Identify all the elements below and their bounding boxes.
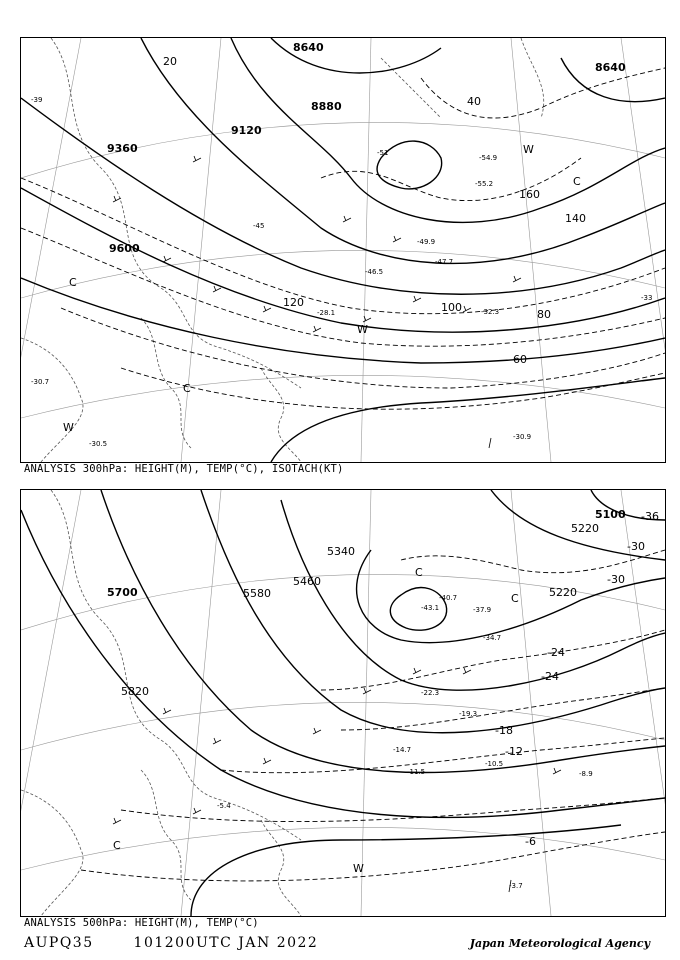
marker-500-c3: C <box>113 839 121 852</box>
temp-500-15: -11.5 <box>407 768 426 776</box>
wind-barbs-500 <box>113 668 561 892</box>
coastline-500 <box>21 490 301 916</box>
temp-300-11: -30.5 <box>89 440 108 448</box>
height-label-5340: 5340 <box>327 545 355 558</box>
bulletin-header <box>24 935 318 951</box>
chart-500hpa <box>21 490 665 916</box>
isotherm-lines-500 <box>81 550 665 881</box>
temp-500-10: -37.9 <box>473 606 492 614</box>
temp-300-5: -46.5 <box>365 268 384 276</box>
temp-500-8: -43.1 <box>421 604 440 612</box>
height-label-5220b: 5220 <box>549 586 577 599</box>
isotherm-label-m12: -12 <box>505 745 523 758</box>
temp-300-1: -54.9 <box>479 154 498 162</box>
isotach-labels-300 <box>163 55 586 366</box>
temp-300-7: -39 <box>31 96 43 104</box>
isotach-label-120: 120 <box>283 296 304 309</box>
height-label-5220a: 5220 <box>571 522 599 535</box>
temp-300-12: -28.1 <box>317 309 336 317</box>
temp-500-12: -22.3 <box>421 689 440 697</box>
height-label-9360: 9360 <box>107 142 138 155</box>
height-label-9600: 9600 <box>109 242 140 255</box>
map-panel-500hpa <box>20 489 666 917</box>
height-label-5580: 5580 <box>243 587 271 600</box>
isotherm-label-m6: -6 <box>525 835 536 848</box>
caption-300hpa: ANALYSIS 300hPa: HEIGHT(M), TEMP(°C), ISOTACH(KT) <box>24 463 344 475</box>
bulletin-code: AUPQ35 <box>24 935 94 951</box>
caption-500hpa: ANALYSIS 500hPa: HEIGHT(M), TEMP(°C) <box>24 917 259 929</box>
isotherm-label-m18: -18 <box>495 724 513 737</box>
height-label-5700: 5700 <box>107 586 138 599</box>
temp-300-10: -30.7 <box>31 378 50 386</box>
marker-500-c1: C <box>415 566 423 579</box>
marker-300-w3: W <box>63 421 74 434</box>
marker-300-c1: C <box>573 175 581 188</box>
isotach-label-60: 60 <box>513 353 527 366</box>
map-panel-300hpa <box>20 37 666 463</box>
temp-300-13: -32.3 <box>481 308 500 316</box>
marker-500-w1: W <box>353 862 364 875</box>
temp-500-9: -40.7 <box>439 594 458 602</box>
markers-300 <box>63 143 581 434</box>
chart-300hpa <box>21 38 665 462</box>
marker-300-w1: W <box>523 143 534 156</box>
markers-500 <box>113 566 519 875</box>
isotherm-label-m30a: -30 <box>627 540 645 553</box>
height-label-8640b: 8640 <box>595 61 626 74</box>
temp-300-4: -47.7 <box>435 258 454 266</box>
temp-300-8: -33 <box>641 294 653 302</box>
height-label-5100: 5100 <box>595 508 626 521</box>
coastline-300 <box>21 38 544 462</box>
isotherm-label-m36: -36 <box>641 510 659 523</box>
temp-300-9: -30.9 <box>513 433 532 441</box>
temp-300-3: -49.9 <box>417 238 436 246</box>
temp-500-11: -34.7 <box>483 634 502 642</box>
agency-name: Japan Meteorological Agency <box>469 937 650 950</box>
temp-300-0: -51 <box>377 149 389 157</box>
isotach-label-40: 40 <box>467 95 481 108</box>
temp-500-16: -10.5 <box>485 760 504 768</box>
temp-500-17: -8.9 <box>579 770 593 778</box>
marker-300-c3: C <box>183 382 191 395</box>
isotach-label-100: 100 <box>441 301 462 314</box>
bulletin-time: 101200UTC JAN 2022 <box>133 935 319 951</box>
temp-300-6: -45 <box>253 222 265 230</box>
isotach-label-140: 140 <box>565 212 586 225</box>
temp-500-14: -14.7 <box>393 746 412 754</box>
temp-500-18: -5.4 <box>217 802 231 810</box>
isotach-label-20: 20 <box>163 55 177 68</box>
isotach-label-80: 80 <box>537 308 551 321</box>
isotach-label-160: 160 <box>519 188 540 201</box>
marker-500-c2: C <box>511 592 519 605</box>
temp-500-13: -19.3 <box>459 710 478 718</box>
temp-300-2: -55.2 <box>475 180 494 188</box>
height-label-8640a: 8640 <box>293 41 324 54</box>
marker-300-c2: C <box>69 276 77 289</box>
isotherm-label-m30b: -30 <box>607 573 625 586</box>
temp-500-19: -3.7 <box>509 882 523 890</box>
temp-labels-500 <box>217 594 593 890</box>
marker-300-w2: W <box>357 323 368 336</box>
height-label-9120: 9120 <box>231 124 262 137</box>
isotherm-label-m24a: -24 <box>547 646 565 659</box>
height-label-8880: 8880 <box>311 100 342 113</box>
isotherm-label-m24b: -24 <box>541 670 559 683</box>
height-label-5460: 5460 <box>293 575 321 588</box>
isotherm-labels-500 <box>495 510 659 848</box>
height-label-5820: 5820 <box>121 685 149 698</box>
